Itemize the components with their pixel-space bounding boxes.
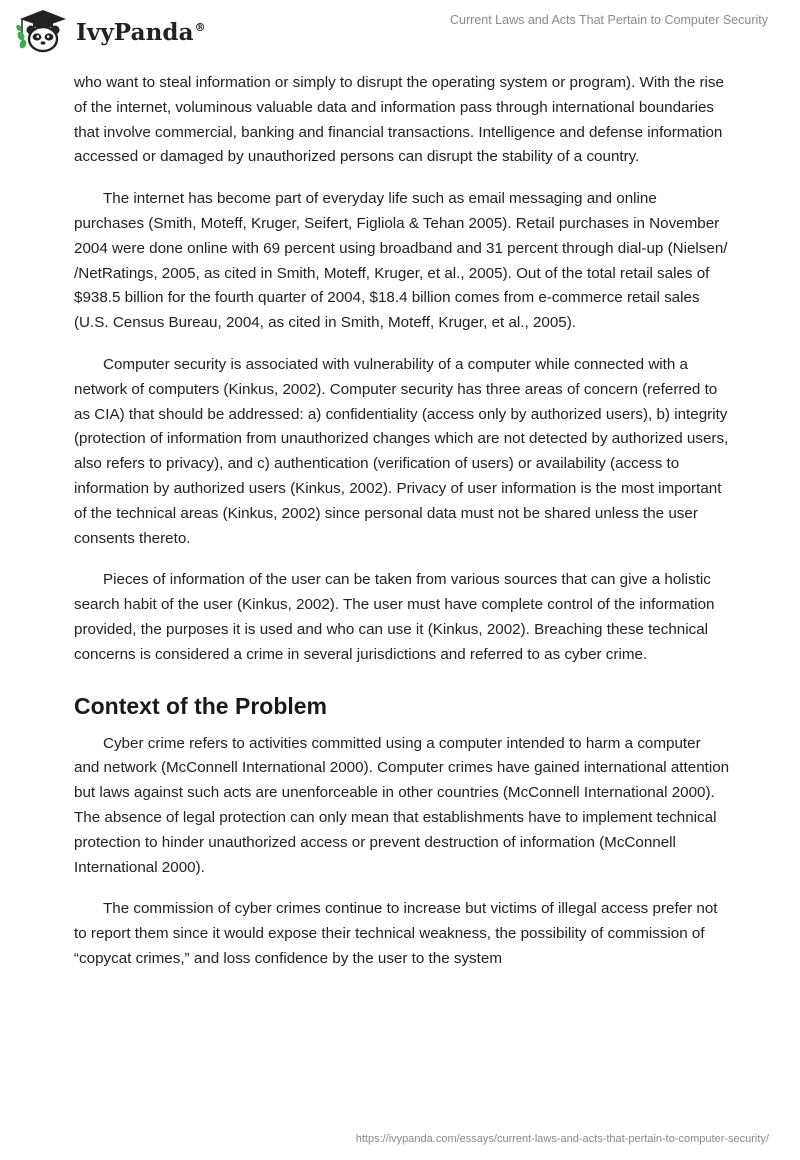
document-title: Current Laws and Acts That Pertain to Computer Security: [450, 13, 768, 27]
paragraph-internet-purchases: The internet has become part of everyday life such as email messaging and online purchases (Smith, Moteff, Kruger, Seifert, Figliola & Tehan 2005). Retail purchases in November 2004 were done online with 69 percent using broadband and 31 percent through dial-up (Nielsen/ /NetRatings, 2005, as cited in Smith, Moteff, Kruger, et al., 2005). Out of the total retail sales of $938.5 billion for the fourth quarter of 2004, $18.4 billion comes from e-commerce retail sales (U.S. Census Bureau, 2004, as cited in Smith, Moteff, Kruger, et al., 2005).: [74, 190, 728, 332]
paragraph-cyber-crime: Cyber crime refers to activities committed using a computer intended to harm a computer and network (McConnell International 2000). Computer crimes have gained international attention but laws against such acts are unenforceable in other countries (McConnell International 2000). The absence of legal protection can only mean that establishments have to implement technical protection to hinder unauthorized access or prevent destruction of information (McConnell International 2000).: [74, 734, 730, 876]
brand-name: IvyPanda®: [76, 18, 206, 46]
paragraph-computer-security: Computer security is associated with vulnerability of a computer while connected with a network of computers (Kinkus, 2002). Computer security has three areas of concern (referred to as CIA) that should be addressed: a) confidentiality (access only by authorized users), b) integrity (protection of information from unauthorized changes which are not detected by authorized users, also refers to privacy), and c) authentication (verification of users) or availability (access to information by authorized users (Kinkus, 2002). Privacy of user information is the most important of the technical areas (Kinkus, 2002) since personal data must not be shared unless the user consents thereto.: [74, 355, 729, 547]
section-heading: Context of the Problem: [74, 692, 328, 719]
panda-graduate-icon: [14, 8, 72, 54]
registered-mark: ®: [194, 20, 206, 34]
paragraph-cyber-crime-reporting: The commission of cyber crimes continue to increase but victims of illegal access prefer not to report them since it would expose their technical weakness, the possibility of commission of “copycat crimes,” and loss confidence by the user to the system: [74, 900, 718, 967]
ivypanda-logo[interactable]: [14, 8, 206, 54]
page-header: [0, 0, 800, 70]
paragraph-continuation: who want to steal information or simply to disrupt the operating system or program). With the rise of the internet, voluminous valuable data and information pass through international boundaries that involve commercial, banking and financial transactions. Intelligence and defense information accessed or damaged by unauthorized persons can disrupt the stability of a country.: [74, 74, 724, 166]
paragraph-user-information: Pieces of information of the user can be taken from various sources that can give a holistic search habit of the user (Kinkus, 2002). The user must have complete control of the information provided, the purposes it is used and who can use it (Kinkus, 2002). Breaching these technical concerns is considered a crime in several jurisdictions and referred to as cyber crime.: [74, 571, 715, 663]
source-url[interactable]: https://ivypanda.com/essays/current-laws-and-acts-that-pertain-to-computer-security/: [355, 1133, 769, 1145]
essay-body: [74, 71, 730, 989]
